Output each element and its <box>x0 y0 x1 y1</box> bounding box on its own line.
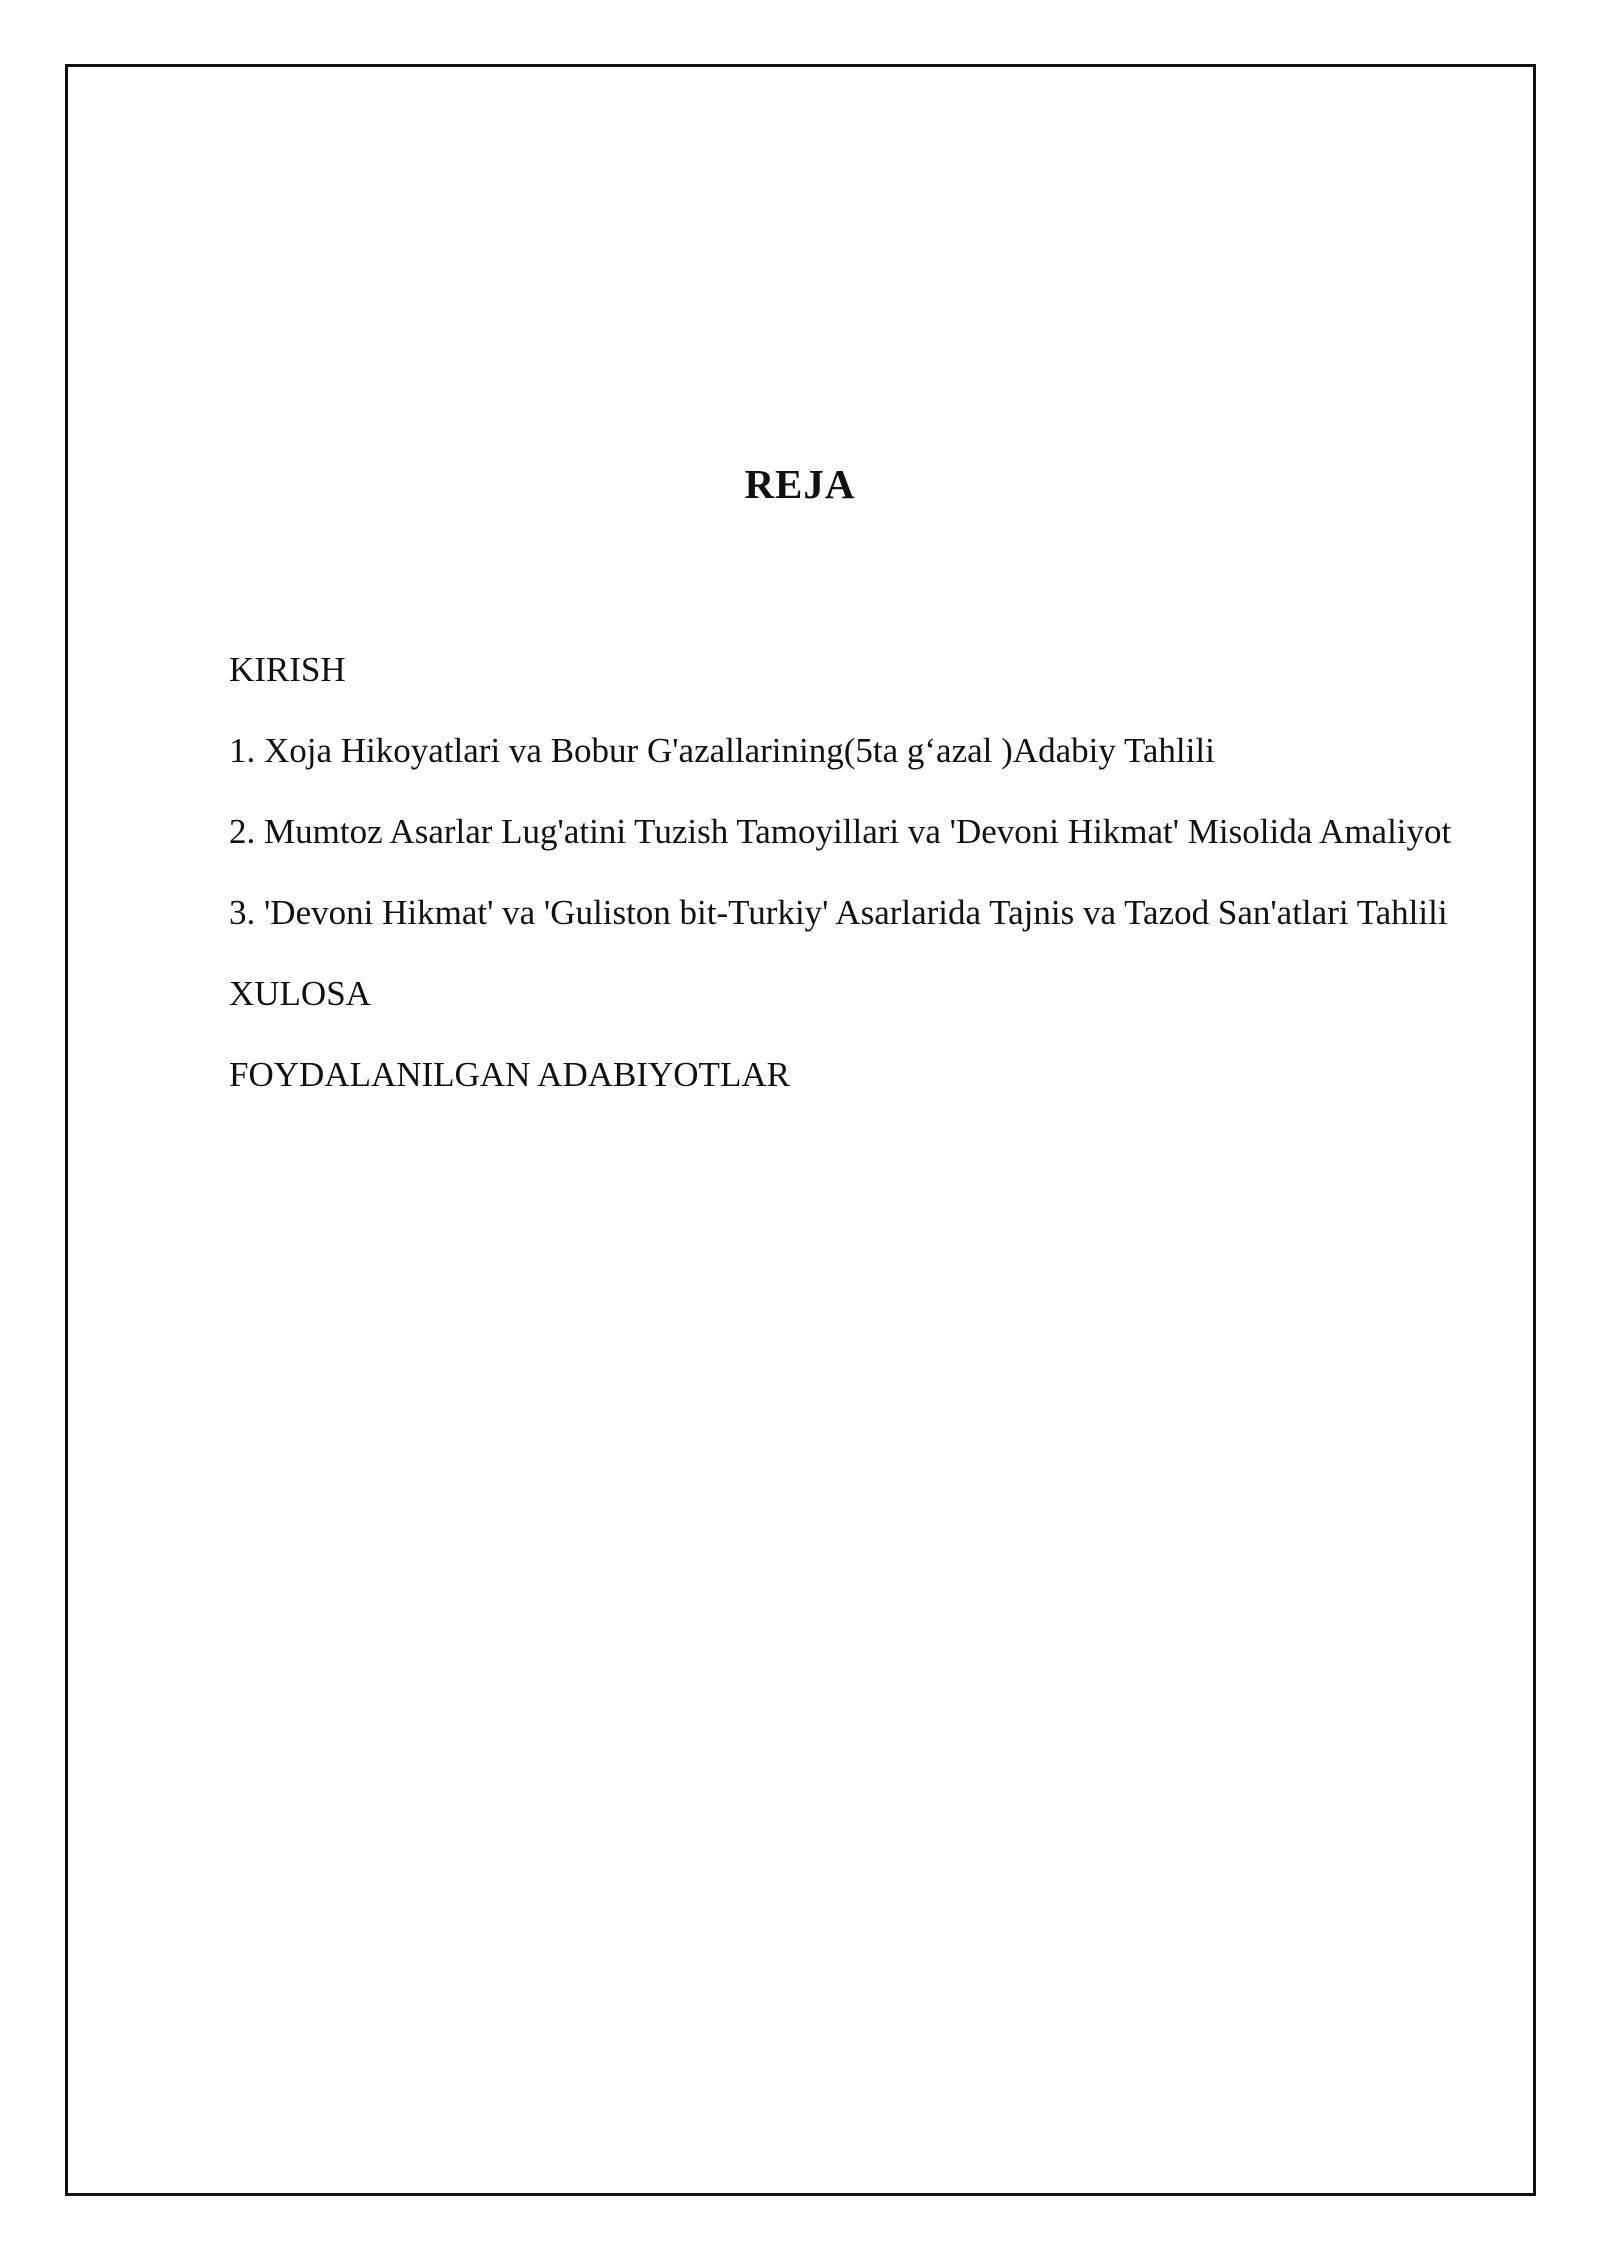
plan-outline <box>229 637 1479 1123</box>
outline-item-section-3: 3. 'Devoni Hikmat' va 'Guliston bit-Turkiy' Asarlarida Tajnis va Tazod San'atlari Tahlili <box>229 893 1448 932</box>
outline-item-conclusion: XULOSA <box>229 974 371 1013</box>
page-border <box>65 64 1536 2196</box>
outline-item-section-2: 2. Mumtoz Asarlar Lug'atini Tuzish Tamoyillari va 'Devoni Hikmat' Misolida Amaliyot <box>229 812 1452 851</box>
outline-item-references: FOYDALANILGAN ADABIYOTLAR <box>229 1055 790 1094</box>
outline-item-introduction: KIRISH <box>229 650 346 689</box>
outline-item-section-1: 1. Xoja Hikoyatlari va Bobur G'azallarining(5ta g‘azal )Adabiy Tahlili <box>229 731 1215 770</box>
page-title: REJA <box>744 461 856 507</box>
